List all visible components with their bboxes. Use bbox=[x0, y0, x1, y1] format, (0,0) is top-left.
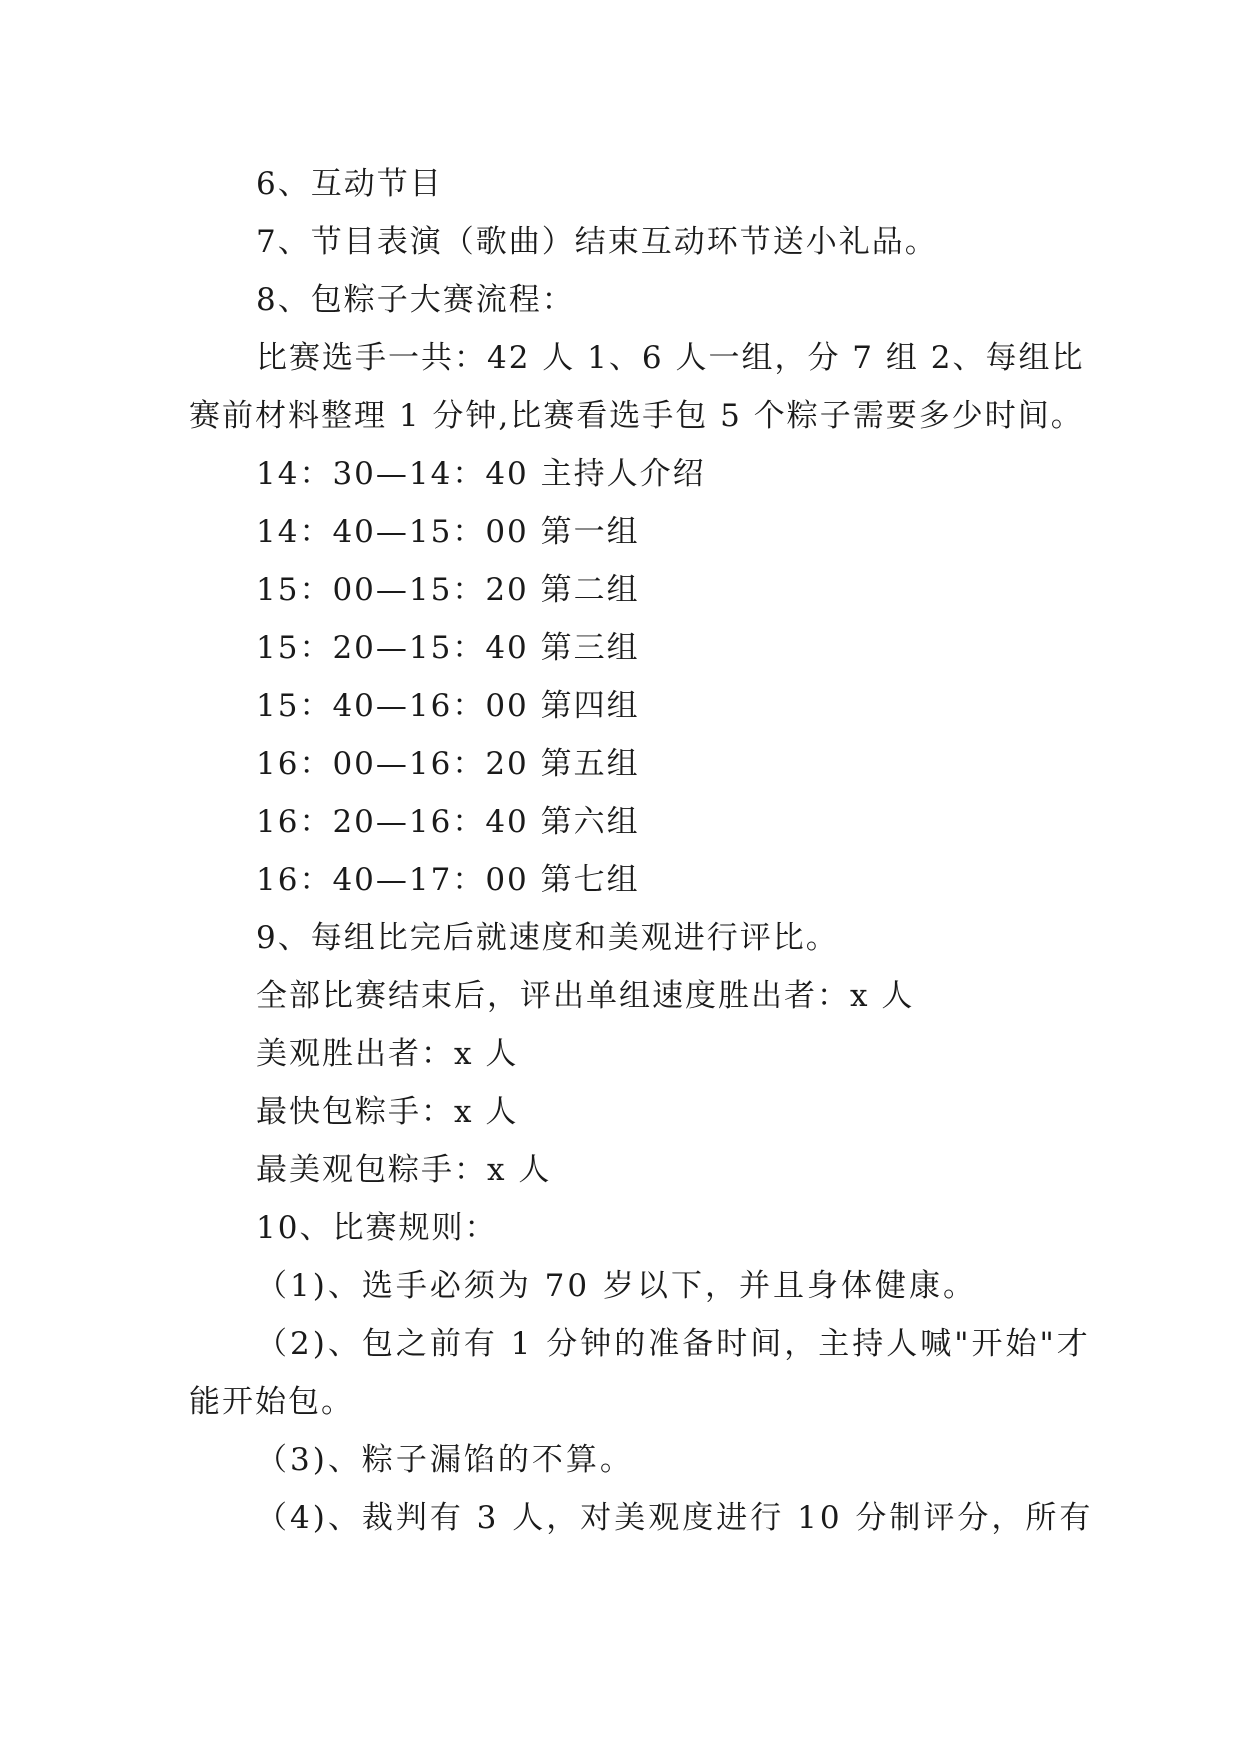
item-8-heading: 8、包粽子大赛流程： bbox=[256, 282, 575, 318]
rule-3: （3)、粽子漏馅的不算。 bbox=[256, 1442, 634, 1478]
schedule-row-group-5: 16：00—16：20 第五组 bbox=[256, 746, 640, 782]
rule-2-line-2: 能开始包。 bbox=[189, 1384, 354, 1420]
contestants-paragraph-line-2: 赛前材料整理 1 分钟,比赛看选手包 5 个粽子需要多少时间。 bbox=[189, 398, 1084, 434]
item-6-heading: 6、互动节目 bbox=[256, 166, 443, 202]
schedule-row-group-1: 14：40—15：00 第一组 bbox=[256, 514, 640, 550]
award-beauty-winners: 美观胜出者：x 人 bbox=[256, 1036, 519, 1072]
schedule-row-group-7: 16：40—17：00 第七组 bbox=[256, 862, 640, 898]
item-9-text: 9、每组比完后就速度和美观进行评比。 bbox=[256, 920, 839, 956]
schedule-row-group-4: 15：40—16：00 第四组 bbox=[256, 688, 640, 724]
award-fastest-wrapper: 最快包粽手：x 人 bbox=[256, 1094, 519, 1130]
award-most-beautiful-wrapper: 最美观包粽手：x 人 bbox=[256, 1152, 552, 1188]
schedule-row-host: 14：30—14：40 主持人介绍 bbox=[256, 456, 706, 492]
item-10-heading: 10、比赛规则： bbox=[256, 1210, 498, 1246]
item-7-text: 7、节目表演（歌曲）结束互动环节送小礼品。 bbox=[256, 224, 938, 260]
rule-2-line-1: （2)、包之前有 1 分钟的准备时间，主持人喊"开始"才 bbox=[256, 1326, 1091, 1362]
rule-1: （1)、选手必须为 70 岁以下，并且身体健康。 bbox=[256, 1268, 977, 1304]
award-speed-winners: 全部比赛结束后，评出单组速度胜出者：x 人 bbox=[256, 978, 915, 1014]
contestants-paragraph-line-1: 比赛选手一共：42 人 1、6 人一组，分 7 组 2、每组比 bbox=[256, 340, 1085, 376]
schedule-row-group-3: 15：20—15：40 第三组 bbox=[256, 630, 640, 666]
schedule-row-group-2: 15：00—15：20 第二组 bbox=[256, 572, 640, 608]
rule-4-line-1: （4)、裁判有 3 人，对美观度进行 10 分制评分，所有 bbox=[256, 1500, 1094, 1536]
schedule-row-group-6: 16：20—16：40 第六组 bbox=[256, 804, 640, 840]
